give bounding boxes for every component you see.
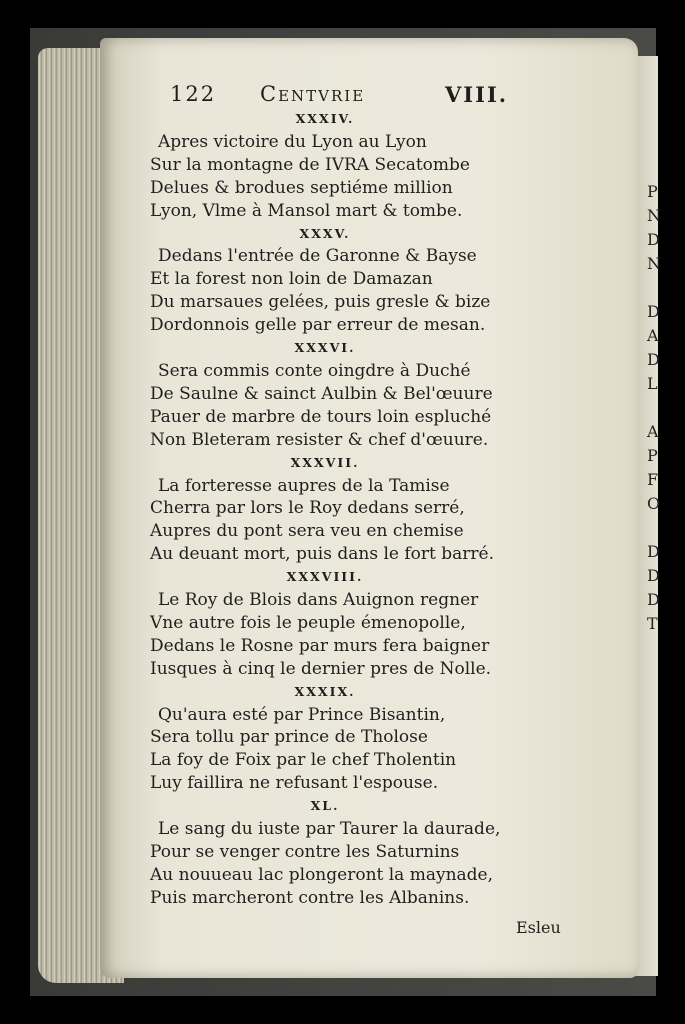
- margin-letter: D: [647, 230, 660, 249]
- verse-line: Dedans l'entrée de Garonne & Bayse: [158, 246, 477, 267]
- verse-line: Qu'aura esté par Prince Bisantin,: [158, 704, 446, 725]
- verse-line: Delues & brodues septiéme million: [150, 177, 453, 198]
- margin-letter: D: [647, 302, 660, 321]
- century-number: VIII.: [445, 82, 509, 107]
- margin-letter: D: [647, 542, 660, 561]
- margin-letter: L: [647, 374, 658, 393]
- margin-letter: D: [647, 590, 660, 609]
- margin-letter: A: [647, 422, 659, 441]
- margin-letter: A: [647, 326, 659, 345]
- catchword: Esleu: [516, 918, 561, 937]
- verse-line: Aupres du pont sera veu en chemise: [150, 521, 464, 542]
- verse-line: Pour se venger contre les Saturnins: [150, 842, 460, 862]
- verse-line: Sera tollu par prince de Tholose: [150, 727, 428, 748]
- quatrain-number: XXXV.: [299, 225, 351, 241]
- verse-line: Le sang du iuste par Taurer la daurade,: [158, 819, 501, 840]
- facing-page-margin-letters: [647, 180, 661, 660]
- margin-letter: O: [647, 494, 661, 513]
- verse-line: Iusques à cinq le dernier pres de Nolle.: [150, 658, 492, 679]
- verse-line: Dordonnois gelle par erreur de mesan.: [150, 315, 486, 336]
- verse-line: Non Bleteram resister & chef d'œuure.: [150, 429, 489, 450]
- quatrain-number: XXXVIII.: [286, 569, 364, 585]
- quatrain-number: XXXIV.: [295, 111, 355, 126]
- verse-line: Sur la montagne de IVRA Secatombe: [150, 154, 470, 175]
- verse-line: Pauer de marbre de tours loin espluché: [150, 406, 492, 427]
- verse-line: Sera commis conte oingdre à Duché: [158, 360, 471, 381]
- quatrain-number: XXXVI.: [294, 340, 356, 356]
- margin-letter: N: [647, 206, 661, 225]
- verse-line: Cherra par lors le Roy dedans serré,: [150, 498, 465, 519]
- verse-line: Dedans le Rosne par murs fera baigner: [150, 635, 490, 656]
- quatrain-number: XL.: [310, 798, 340, 814]
- margin-letter: D: [647, 566, 660, 585]
- verse-line: Lyon, Vlme à Mansol mart & tombe.: [150, 200, 463, 221]
- verse-line: Et la forest non loin de Damazan: [150, 269, 433, 290]
- margin-letter: N: [647, 254, 661, 273]
- margin-letter: P: [647, 182, 658, 201]
- quatrain-number: XXXVII.: [290, 454, 360, 470]
- quatrain-number: XXXIX.: [294, 683, 356, 699]
- verse-line: Vne autre fois le peuple émenopolle,: [150, 612, 466, 633]
- verse-line: La forteresse aupres de la Tamise: [158, 475, 450, 496]
- verse-line: De Saulne & sainct Aulbin & Bel'œuure: [150, 383, 493, 404]
- margin-letter: P: [647, 446, 658, 465]
- verse-line: Le Roy de Blois dans Auignon regner: [158, 590, 479, 611]
- margin-letter: F: [647, 470, 659, 489]
- verse-line: Luy faillira ne refusant l'espouse.: [150, 773, 439, 794]
- margin-letter: D: [647, 350, 660, 369]
- verse-line: Du marsaues gelées, puis gresle & bize: [150, 292, 491, 313]
- quatrain-text: [150, 108, 520, 910]
- verse-line: Puis marcheront contre les Albanins.: [150, 887, 470, 908]
- verse-line: Au deuant mort, puis dans le fort barré.: [150, 544, 494, 565]
- verse-line: La foy de Foix par le chef Tholentin: [150, 750, 457, 771]
- verse-line: Apres victoire du Lyon au Lyon: [158, 131, 427, 152]
- verse-line: Au nouueau lac plongeront la maynade,: [150, 864, 494, 885]
- margin-letter: T: [647, 614, 658, 633]
- century-title: Centvrie: [260, 82, 366, 106]
- page-number: 122: [170, 82, 217, 106]
